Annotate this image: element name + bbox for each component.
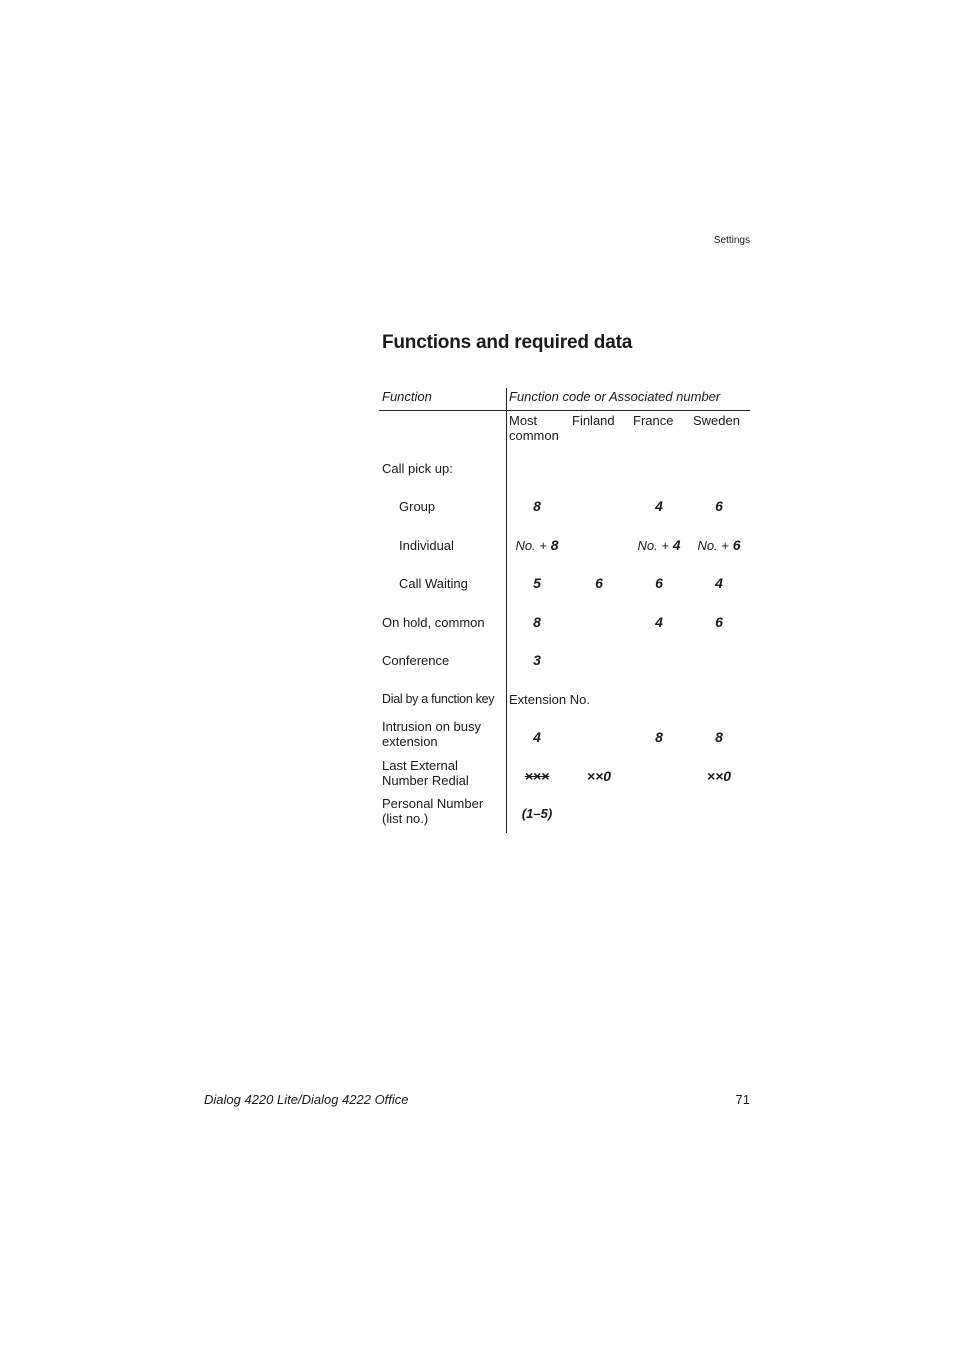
header-function-code: Function code or Associated number (509, 389, 721, 404)
row-label-group: Group (399, 499, 436, 514)
code-value: 6 (732, 537, 741, 553)
code-individual-most (507, 537, 567, 553)
code-individual-sweden (689, 537, 749, 553)
code-value: 4 (672, 537, 681, 553)
code-intrusion-france: 8 (655, 729, 663, 745)
code-value: 8 (550, 537, 559, 553)
subhead-france: France (633, 413, 674, 428)
functions-table (379, 388, 750, 834)
footer-title: Dialog 4220 Lite/Dialog 4222 Office (204, 1092, 409, 1107)
row-label-personal: Personal Number (list no.) (382, 796, 484, 826)
row-label-on-hold: On hold, common (382, 615, 485, 630)
number-prefix: No. + (515, 538, 547, 553)
running-head: Settings (713, 235, 750, 246)
subhead-finland: Finland (572, 413, 615, 428)
code-conference-most: 3 (533, 652, 541, 668)
code-lastredial-sweden: ××0 (706, 768, 732, 784)
code-personal-most: (1–5) (521, 806, 553, 821)
code-intrusion-sweden: 8 (715, 729, 723, 745)
code-onhold-sweden: 6 (715, 614, 723, 630)
code-dialkey-most: Extension No. (509, 692, 590, 707)
code-lastredial-most: ××× (524, 768, 550, 784)
column-divider (506, 388, 507, 833)
number-prefix: No. + (697, 538, 729, 553)
row-label-call-waiting: Call Waiting (399, 576, 468, 591)
row-label-last-redial: Last External Number Redial (382, 758, 469, 788)
header-rule (379, 410, 750, 411)
code-onhold-most: 8 (533, 614, 541, 630)
subhead-most-common: Most common (509, 413, 559, 443)
code-group-most: 8 (533, 498, 541, 514)
code-individual-france (629, 537, 689, 553)
row-label-dial-key: Dial by a function key (382, 692, 495, 706)
code-callwaiting-finland: 6 (595, 575, 603, 591)
header-function: Function (382, 389, 432, 404)
subhead-sweden: Sweden (693, 413, 740, 428)
page-number: 71 (735, 1092, 750, 1107)
code-callwaiting-france: 6 (655, 575, 663, 591)
row-label-call-pickup: Call pick up: (382, 461, 453, 476)
page-title: Functions and required data (382, 332, 633, 353)
code-onhold-france: 4 (655, 614, 663, 630)
row-label-intrusion: Intrusion on busy extension (382, 719, 482, 749)
code-lastredial-finland: ××0 (586, 768, 612, 784)
row-label-conference: Conference (382, 653, 450, 668)
code-group-sweden: 6 (715, 498, 723, 514)
row-label-individual: Individual (399, 538, 454, 553)
code-callwaiting-sweden: 4 (715, 575, 723, 591)
code-callwaiting-most: 5 (533, 575, 541, 591)
code-group-france: 4 (655, 498, 663, 514)
number-prefix: No. + (637, 538, 669, 553)
code-intrusion-most: 4 (533, 729, 541, 745)
